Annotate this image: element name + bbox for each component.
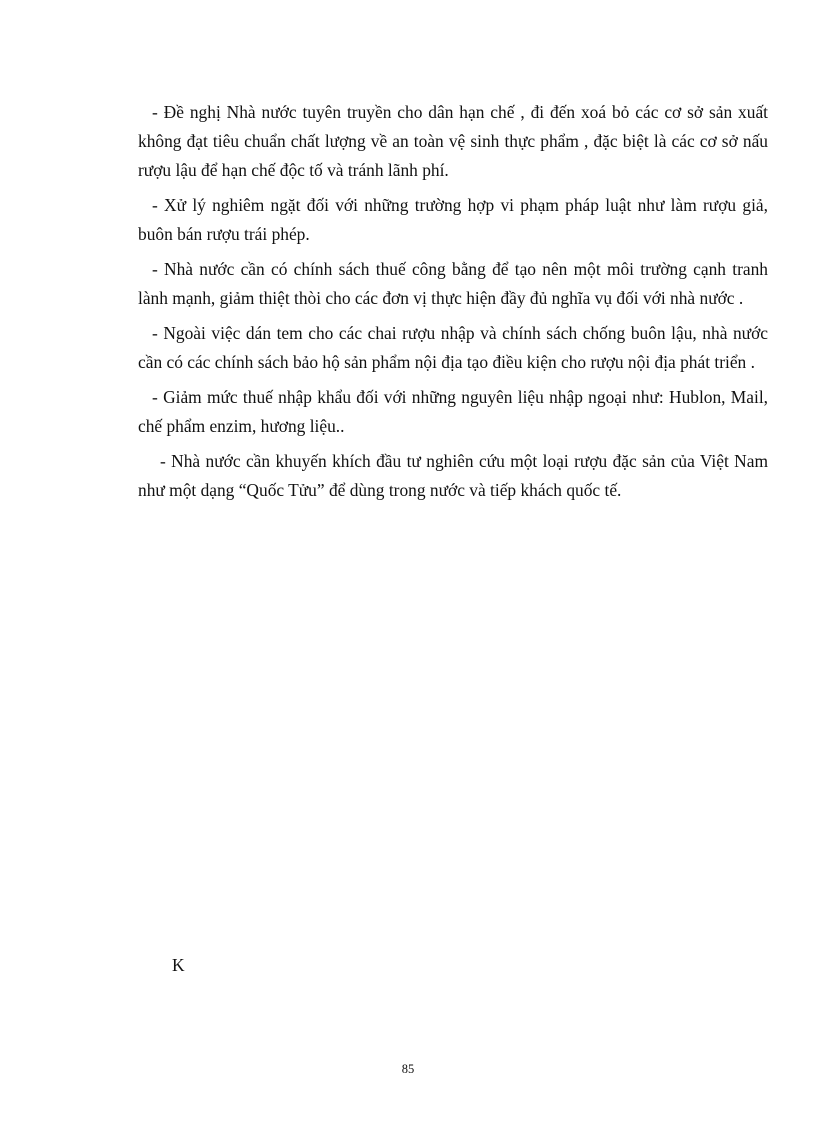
paragraph-3: - Nhà nước cần có chính sách thuế công bằng để tạo nên một môi trường cạnh tranh lành mạnh, giảm thiệt thòi cho các đơn vị thực hiện đầy đủ nghĩa vụ đối với nhà nước . bbox=[138, 259, 768, 308]
paragraph-6: - Nhà nước cần khuyến khích đầu tư nghiên cứu một loại rượu đặc sản của Việt Nam như một dạng “Quốc Tửu” để dùng trong nước và tiếp khách quốc tế. bbox=[138, 451, 768, 500]
paragraph-4: - Ngoài việc dán tem cho các chai rượu nhập và chính sách chống buôn lậu, nhà nước cần có các chính sách bảo hộ sản phẩm nội địa tạo điều kiện cho rượu nội địa phát triển . bbox=[138, 323, 768, 372]
paragraph-5: - Giảm mức thuế nhập khẩu đối với những nguyên liệu nhập ngoại như: Hublon, Mail, chế phẩm enzim, hương liệu.. bbox=[138, 387, 768, 436]
paragraph-1: - Đề nghị Nhà nước tuyên truyền cho dân hạn chế , đi đến xoá bỏ các cơ sở sản xuất không đạt tiêu chuẩn chất lượng về an toàn vệ sinh thực phẩm , đặc biệt là các cơ sở nấu rượu lậu để hạn chế độc tố và tránh lãnh phí. bbox=[138, 102, 768, 180]
stray-letter: K bbox=[172, 955, 185, 975]
paragraph-2: - Xử lý nghiêm ngặt đối với những trường hợp vi phạm pháp luật như làm rượu giả, buôn bán rượu trái phép. bbox=[138, 195, 768, 244]
page-number: 85 bbox=[401, 1062, 415, 1076]
recommendations-section bbox=[138, 98, 768, 511]
